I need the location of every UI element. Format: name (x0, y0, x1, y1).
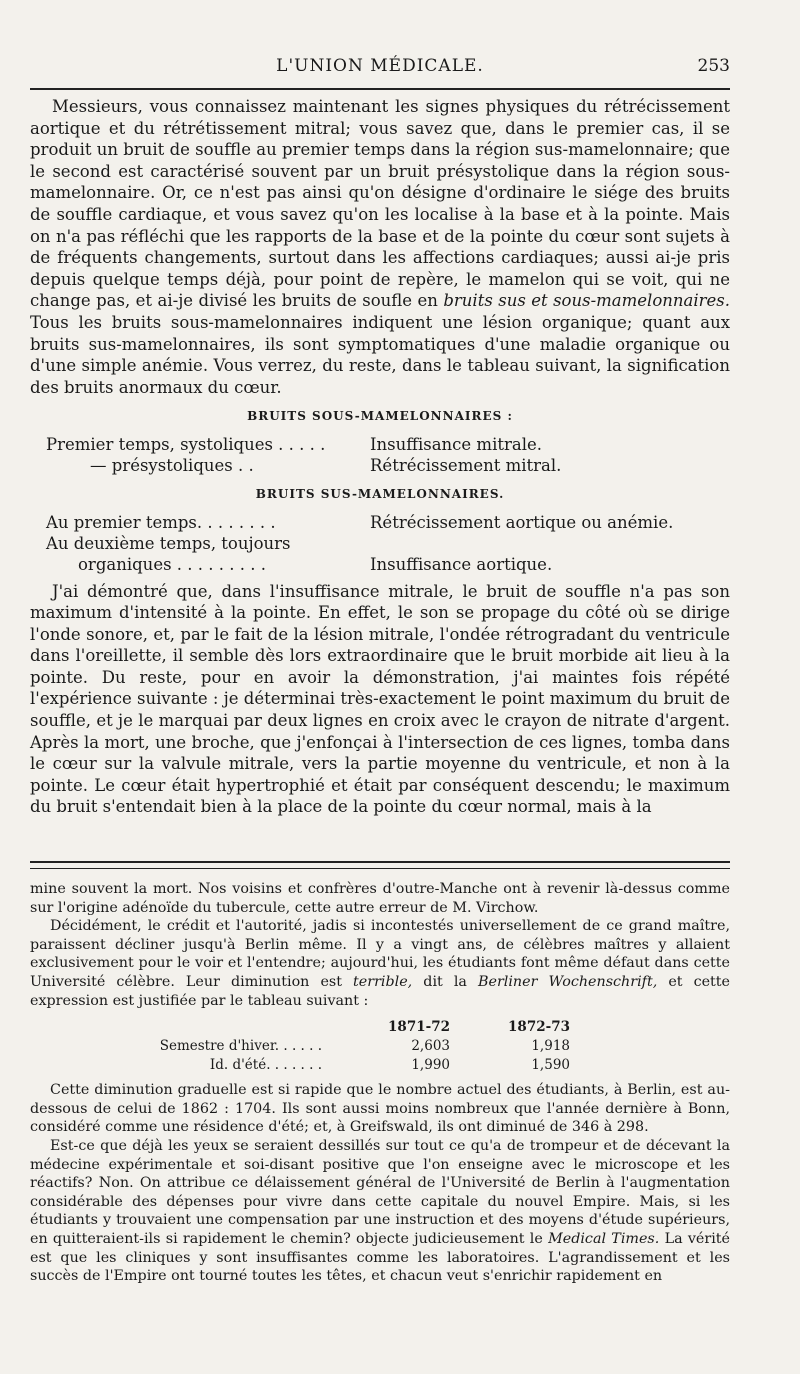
table1-row-left: Premier temps, systoliques . . . . . (46, 434, 326, 454)
table1-row (30, 455, 730, 476)
feuilleton-text (30, 880, 730, 1286)
notes-separator-rule (30, 861, 730, 869)
table2-row-right: Insuffisance aortique. (370, 554, 553, 574)
notes-paragraph-4-text: La vérité est que les cliniques y sont insuffisantes comme les laboratoires. L'agrandissement et les succès de l'Empire ont tourné toutes les têtes, et chacun veut s'enrichir rapidement en (30, 1230, 731, 1285)
paragraph-1-end: Tous les bruits sous-mamelonnaires indiquent une lésion organique; quant aux bruits sus-mamelonnaires, ils sont symptomatiques d'une maladie organique ou d'une simple anémie. Vous verrez, du reste, dans le tableau suivant, la signification des bruits anormaux du cœur. (30, 312, 730, 397)
stats-row (30, 1037, 730, 1056)
page-number: 253 (697, 56, 730, 76)
student-stats-table (30, 1018, 730, 1075)
paragraph-1 (30, 96, 730, 398)
table2-row-right: Rétrécissement aortique ou anémie. (370, 512, 674, 532)
notes-paragraph-4 (30, 1137, 730, 1286)
table2-row (30, 533, 730, 554)
notes-italic-medical-times: Medical Times. (548, 1230, 660, 1247)
stats-row (30, 1056, 730, 1075)
table2-row-right (370, 533, 730, 554)
journal-title: L'UNION MÉDICALE. (276, 56, 484, 76)
table2-row (30, 554, 730, 575)
stats-cell: Id. d'été. . . . . . . (209, 1057, 322, 1074)
notes-paragraph-1: mine souvent la mort. Nos voisins et confrères d'outre-Manche ont à revenir là-dessus comme sur l'origine adénoïde du tubercule, cette autre erreur de M. Virchow. (30, 881, 730, 916)
paragraph-1-text: Messieurs, vous connaissez maintenant les signes physiques du rétrécissement aortique et du rétrétissement mitral; vous savez que, dans le premier cas, il se produit un bruit de souffle au premier temps dans la région sus-mamelonnaire; que le second est caractérisé souvent par un bruit présystolique dans la région sous-mamelonnaire. Or, ce n'est pas ainsi qu'on désigne d'ordinaire le siége des bruits de souffle cardiaque, et vous savez qu'on les localise à la base et à la pointe. Mais on n'a pas réfléchi que les rapports de la base et de la pointe du cœur sont sujets à de fréquents changements, surtout dans les affections cardiaques; aussi ai-je pris depuis quelque temps déjà, pour point de repère, le mamelon qui se voit, qui ne change pas, et ai-je divisé les bruits de soufle en (30, 97, 730, 311)
header-rule (30, 88, 730, 90)
stats-header-cell: 1872-73 (508, 1019, 570, 1036)
stats-cell: 1,990 (411, 1057, 450, 1074)
notes-paragraph-4-text: Est-ce que déjà les yeux se seraient dessillés sur tout ce qu'a de trompeur et de décevant la médecine expérimentale et soi-disant positive que l'on enseigne avec le microscope et les réactifs? Non. On attribue ce délaissement général de l'Université de Berlin à l'augmentation considérable des dépenses pour vivre dans cette capitale du nouvel Empire. Mais, si les étudiants y trouvaient une compensation par une instruction et des moyens d'étude supérieurs, en quitteraient-ils si rapidement le chemin? objecte judicieusement le (30, 1137, 730, 1247)
table1-row (30, 434, 730, 455)
table1-row-right: Insuffisance mitrale. (370, 434, 542, 454)
notes-paragraph-3: Cette diminution graduelle est si rapide que le nombre actuel des étudiants, à Berlin, est au-dessous de celui de 1862 : 1704. Ils sont aussi moins nombreux que l'année dernière à Bonn, considéré comme une résidence d'été; et, à Greifswald, ils ont diminué de 346 à 298. (30, 1082, 730, 1136)
notes-paragraph-2-text: Décidément, le crédit et l'autorité, jadis si incontestés universellement de ce grand maître, paraissent décliner jusqu'à Berlin même. Il y a vingt ans, de célèbres maîtres y allaient exclusivement pour le voir et l'entendre; aujourd'hui, les étudiants font même défaut dans cette Université célèbre. Leur diminution est (30, 918, 730, 990)
table2-row (30, 512, 730, 533)
notes-italic-terrible: terrible, (353, 973, 413, 990)
table1-heading: BRUITS SOUS-MAMELONNAIRES : (247, 409, 513, 424)
stats-header-cell (30, 1018, 330, 1037)
table2-row-left: organiques . . . . . . . . . (78, 554, 266, 574)
table1-row-left: — présystoliques . . (90, 455, 254, 475)
table2-heading: BRUITS SUS-MAMELONNAIRES. (255, 486, 505, 501)
table1-row-right: Rétrécissement mitral. (370, 455, 562, 475)
main-text (30, 96, 730, 818)
stats-cell: 1,918 (531, 1038, 570, 1055)
stats-cell: 2,603 (411, 1038, 450, 1055)
notes-paragraph-2-text: et cette expression est justifiée par le tableau suivant : (30, 973, 730, 1009)
stats-header-cell: 1871-72 (388, 1019, 450, 1036)
notes-paragraph-2-text: dit la (423, 973, 467, 990)
running-header (30, 52, 730, 82)
stats-header-row (30, 1018, 730, 1037)
table2-row-left: Au deuxième temps, toujours (46, 533, 291, 553)
paragraph-1-italic: bruits sus et sous-mamelonnaires. (443, 291, 730, 311)
table2-row-left: Au premier temps. . . . . . . . (46, 512, 276, 532)
stats-cell: 1,590 (531, 1057, 570, 1074)
notes-paragraph-2 (30, 917, 730, 1010)
stats-cell: Semestre d'hiver. . . . . . (159, 1038, 322, 1055)
notes-italic-journal: Berliner Wochenschrift, (477, 973, 658, 990)
paragraph-2: J'ai démontré que, dans l'insuffisance mitrale, le bruit de souffle n'a pas son maximum d'intensité à la pointe. En effet, le son se propage du côté où se dirige l'onde sonore, et, par le fait de la lésion mitrale, l'ondée rétrogradant du ventricule dans l'oreillette, il semble dès lors extraordinaire que le bruit morbide ait lieu à la pointe. Du reste, pour en avoir la démonstration, j'ai maintes fois répété l'expérience suivante : je déterminai très-exactement le point maximum du bruit de souffle, et je le marquai par deux lignes en croix avec le crayon de nitrate d'argent. Après la mort, une broche, que j'enfonçai à l'intersection de ces lignes, tomba dans le cœur sur la valvule mitrale, vers la partie moyenne du ventricule, et non à la pointe. Le cœur était hypertrophié et était par conséquent descendu; le maximum du bruit s'entendait bien à la place de la pointe du cœur normal, mais à la (30, 581, 730, 817)
page (30, 0, 730, 1374)
